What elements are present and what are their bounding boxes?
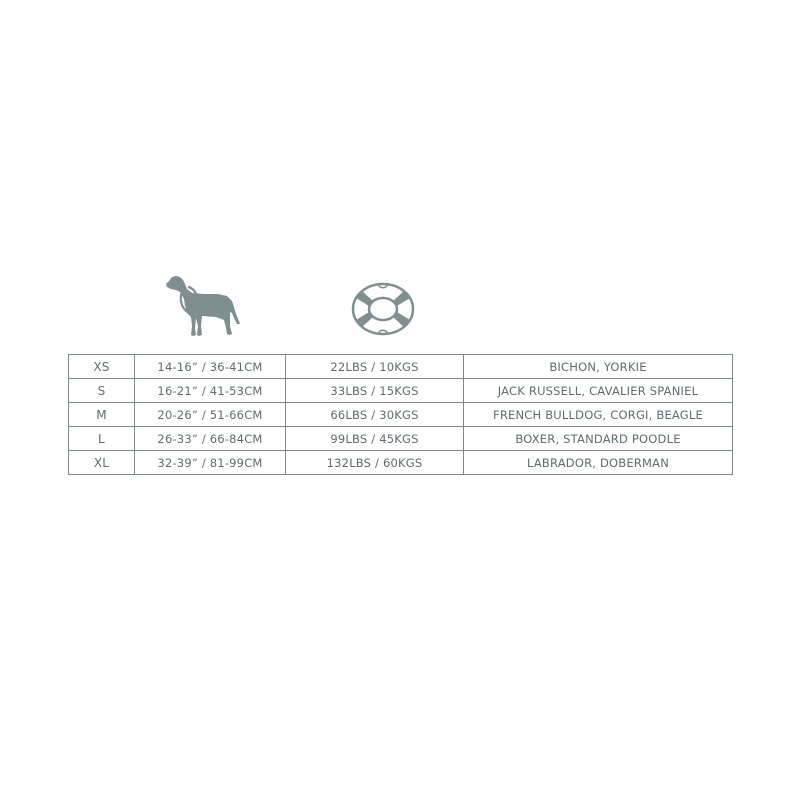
neck-cell: 26-33” / 66-84CM (135, 427, 286, 451)
weight-cell: 99LBS / 45KGS (286, 427, 464, 451)
table-row (69, 355, 733, 379)
neck-cell: 32-39” / 81-99CM (135, 451, 286, 475)
weight-cell: 132LBS / 60KGS (286, 451, 464, 475)
weight-cell: 33LBS / 15KGS (286, 379, 464, 403)
breeds-cell: BICHON, YORKIE (464, 355, 733, 379)
weight-cell: 22LBS / 10KGS (286, 355, 464, 379)
neck-cell: 14-16” / 36-41CM (135, 355, 286, 379)
dog-neck-icon (160, 272, 248, 342)
breeds-cell: FRENCH BULLDOG, CORGI, BEAGLE (464, 403, 733, 427)
neck-cell: 20-26” / 51-66CM (135, 403, 286, 427)
size-cell: S (69, 379, 135, 403)
size-chart-table (68, 354, 733, 475)
weight-cell: 66LBS / 30KGS (286, 403, 464, 427)
neck-cell: 16-21” / 41-53CM (135, 379, 286, 403)
size-cell: M (69, 403, 135, 427)
table-row (69, 403, 733, 427)
breeds-cell: BOXER, STANDARD POODLE (464, 427, 733, 451)
size-cell: XL (69, 451, 135, 475)
life-ring-icon (346, 280, 420, 338)
size-cell: XS (69, 355, 135, 379)
table-row (69, 379, 733, 403)
breeds-cell: JACK RUSSELL, CAVALIER SPANIEL (464, 379, 733, 403)
table-row (69, 427, 733, 451)
breeds-cell: LABRADOR, DOBERMAN (464, 451, 733, 475)
size-cell: L (69, 427, 135, 451)
table-row (69, 451, 733, 475)
